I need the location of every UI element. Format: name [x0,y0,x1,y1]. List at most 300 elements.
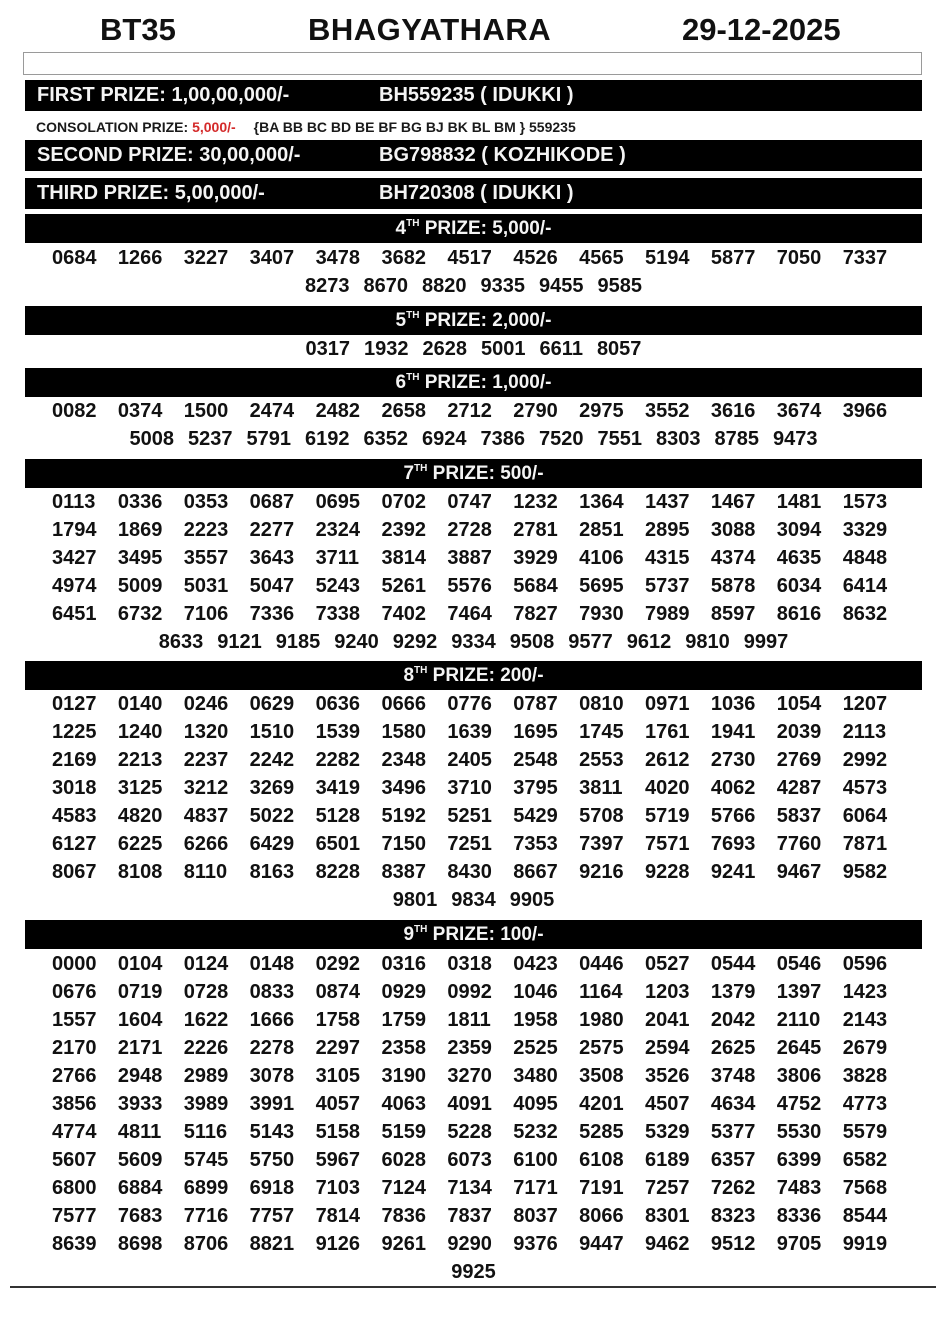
winning-number: 7106 [183,603,229,625]
winning-number: 6266 [183,833,229,855]
number-row [25,1090,922,1118]
winning-number: 4095 [513,1093,558,1115]
winning-number: 5008 [129,428,174,450]
number-row [25,774,922,802]
winning-number: 0423 [513,953,558,975]
winning-number: 0446 [579,953,624,975]
number-row [25,600,922,628]
winning-number: 5009 [117,575,163,597]
winning-number: 3480 [513,1065,558,1087]
fourth-prize-bar [25,214,922,243]
winning-number: 4287 [776,777,822,799]
winning-number: 5329 [645,1121,690,1143]
second-prize-label: SECOND PRIZE: 30,00,000/- [37,144,301,166]
lottery-name: BHAGYATHARA [308,12,552,47]
winning-number: 8303 [656,428,701,450]
winning-number: 0776 [447,693,492,715]
number-row [25,488,922,516]
winning-number: 1604 [117,1009,163,1031]
winning-number: 0353 [183,491,229,513]
eighth-prize-numbers [25,690,922,914]
winning-number: 2781 [513,519,558,541]
number-row [25,272,922,300]
fifth-prize-ordinal: 5 [395,310,407,331]
winning-number: 3806 [776,1065,822,1087]
winning-number: 8323 [710,1205,756,1227]
winning-number: 9585 [597,275,642,297]
winning-number: 1941 [710,721,756,743]
sixth-prize-ordinal: 6 [395,372,407,393]
winning-number: 3989 [183,1093,229,1115]
winning-number: 0971 [645,693,690,715]
winning-number: 6028 [381,1149,426,1171]
winning-number: 2143 [842,1009,888,1031]
winning-number: 4811 [117,1121,162,1143]
winning-number: 8667 [513,861,558,883]
ninth-prize-label: PRIZE: 100/- [427,924,544,945]
winning-number: 0546 [776,953,822,975]
winning-number: 2728 [447,519,492,541]
winning-number: 3887 [447,547,492,569]
winning-number: 4517 [447,247,492,269]
second-prize-bar [25,140,922,171]
winning-number: 6225 [117,833,163,855]
winning-number: 3270 [447,1065,492,1087]
winning-number: 3269 [249,777,295,799]
winning-number: 0810 [579,693,624,715]
winning-number: 7150 [381,833,426,855]
winning-number: 4315 [645,547,690,569]
number-row [25,1034,922,1062]
winning-number: 0629 [249,693,295,715]
winning-number: 1437 [645,491,690,513]
winning-number: 4752 [776,1093,822,1115]
winning-number: 3674 [776,400,822,422]
winning-number: 8785 [714,428,759,450]
draw-date: 29-12-2025 [682,12,841,47]
sixth-prize-numbers [25,397,922,453]
winning-number: 6189 [645,1149,690,1171]
first-prize-label: FIRST PRIZE: 1,00,00,000/- [37,84,290,106]
winning-number: 9612 [626,631,672,653]
winning-number: 8639 [52,1233,97,1255]
winning-number: 0246 [183,693,229,715]
winning-number: 3496 [381,777,426,799]
sixth-prize-suffix: TH [406,372,420,383]
winning-number: 2277 [249,519,295,541]
winning-number: 2242 [249,749,295,771]
winning-number: 3508 [579,1065,624,1087]
winning-number: 5285 [579,1121,624,1143]
winning-number: 3616 [710,400,756,422]
result-header [0,10,946,50]
winning-number: 2474 [249,400,295,422]
winning-number: 5750 [249,1149,295,1171]
winning-number: 1232 [513,491,558,513]
winning-number: 7693 [710,833,756,855]
winning-number: 9834 [451,889,496,911]
ninth-prize-suffix: TH [414,924,428,935]
winning-number: 7050 [776,247,822,269]
winning-number: 3495 [117,547,163,569]
winning-number: 3811 [579,777,623,799]
winning-number: 5576 [447,575,492,597]
winning-number: 1423 [842,981,888,1003]
winning-number: 8706 [183,1233,229,1255]
winning-number: 0596 [842,953,888,975]
number-row [25,544,922,572]
winning-number: 2575 [579,1037,624,1059]
winning-number: 1794 [52,519,97,541]
winning-number: 0082 [52,400,97,422]
winning-number: 6924 [422,428,467,450]
winning-number: 3526 [645,1065,690,1087]
winning-number: 2548 [513,749,558,771]
winning-number: 8670 [363,275,408,297]
third-prize-label: THIRD PRIZE: 5,00,000/- [37,182,265,204]
winning-number: 7837 [447,1205,492,1227]
winning-number: 9905 [509,889,555,911]
winning-number: 2769 [776,749,822,771]
winning-number: 8616 [776,603,822,625]
winning-number: 9455 [539,275,584,297]
number-row [25,950,922,978]
winning-number: 1500 [183,400,229,422]
seventh-prize-suffix: TH [414,463,428,474]
winning-number: 0992 [447,981,492,1003]
winning-number: 2679 [842,1037,888,1059]
third-prize-ticket: BH720308 ( IDUKKI ) [379,182,574,204]
fifth-prize-suffix: TH [406,310,420,321]
winning-number: 9577 [568,631,613,653]
winning-number: 6429 [249,833,295,855]
fifth-prize-bar [25,306,922,335]
winning-number: 2948 [117,1065,163,1087]
winning-number: 9705 [776,1233,822,1255]
winning-number: 9185 [275,631,321,653]
winning-number: 2851 [579,519,624,541]
winning-number: 0544 [710,953,756,975]
winning-number: 0318 [447,953,492,975]
seventh-prize-numbers [25,488,922,656]
winning-number: 5579 [842,1121,888,1143]
winning-number: 4057 [315,1093,361,1115]
winning-number: 0124 [183,953,229,975]
winning-number: 8228 [315,861,361,883]
consolation-prize-amount: 5,000/- [192,119,236,135]
winning-number: 2625 [710,1037,756,1059]
winning-number: 8544 [842,1205,888,1227]
winning-number: 3929 [513,547,558,569]
winning-number: 5143 [249,1121,295,1143]
number-row [25,1230,922,1258]
winning-number: 7520 [539,428,584,450]
winning-number: 6884 [117,1177,163,1199]
number-row [25,1202,922,1230]
winning-number: 9801 [392,889,438,911]
winning-number: 3094 [776,519,822,541]
winning-number: 2170 [52,1037,97,1059]
winning-number: 0833 [249,981,295,1003]
winning-number: 9241 [710,861,756,883]
winning-number: 5047 [249,575,295,597]
second-prize-ticket: BG798832 ( KOZHIKODE ) [379,144,626,166]
number-row [25,1258,922,1286]
winning-number: 5607 [52,1149,97,1171]
winning-number: 5695 [579,575,624,597]
blank-banner-box [23,52,922,75]
winning-number: 2348 [381,749,426,771]
winning-number: 6100 [513,1149,558,1171]
winning-number: 5158 [315,1121,361,1143]
winning-number: 9290 [447,1233,492,1255]
winning-number: 7827 [513,603,558,625]
winning-number: 4062 [710,777,756,799]
winning-number: 1539 [315,721,361,743]
winning-number: 2989 [183,1065,229,1087]
winning-number: 4573 [842,777,888,799]
number-row [25,425,922,453]
winning-number: 4634 [710,1093,756,1115]
winning-number: 0148 [249,953,295,975]
winning-number: 5737 [645,575,690,597]
number-row [25,830,922,858]
winning-number: 2790 [513,400,558,422]
winning-number: 4565 [579,247,624,269]
winning-number: 0000 [52,953,97,975]
winning-number: 7571 [645,833,690,855]
winning-number: 2612 [645,749,690,771]
winning-number: 3966 [842,400,888,422]
winning-number: 7386 [480,428,525,450]
winning-number: 2975 [579,400,624,422]
winning-number: 7683 [117,1205,163,1227]
winning-number: 2645 [776,1037,822,1059]
winning-number: 4201 [579,1093,624,1115]
winning-number: 1207 [842,693,888,715]
winning-number: 6582 [842,1149,888,1171]
winning-number: 6918 [249,1177,295,1199]
winning-number: 2226 [183,1037,229,1059]
winning-number: 0113 [52,491,96,513]
winning-number: 8387 [381,861,426,883]
winning-number: 1759 [381,1009,426,1031]
winning-number: 2392 [381,519,426,541]
winning-number: 2730 [710,749,756,771]
winning-number: 1240 [117,721,163,743]
winning-number: 2041 [645,1009,690,1031]
winning-number: 2895 [645,519,690,541]
seventh-prize-bar [25,459,922,488]
winning-number: 5192 [381,805,426,827]
winning-number: 4374 [710,547,756,569]
number-row [25,746,922,774]
winning-number: 2113 [842,721,887,743]
winning-number: 7402 [381,603,426,625]
bottom-divider [10,1286,936,1288]
sixth-prize-bar [25,368,922,397]
winning-number: 2628 [422,338,468,360]
winning-number: 5684 [513,575,558,597]
winning-number: 5243 [315,575,361,597]
winning-number: 6399 [776,1149,822,1171]
winning-number: 9467 [776,861,822,883]
winning-number: 1164 [579,981,623,1003]
fourth-prize-numbers [25,244,922,300]
winning-number: 1266 [117,247,163,269]
eighth-prize-suffix: TH [414,665,428,676]
winning-number: 1639 [447,721,492,743]
seventh-prize-label: PRIZE: 500/- [427,463,544,484]
winning-number: 3227 [183,247,229,269]
winning-number: 9582 [842,861,888,883]
winning-number: 2169 [52,749,97,771]
winning-number: 8633 [158,631,204,653]
winning-number: 1467 [710,491,756,513]
winning-number: 7568 [842,1177,888,1199]
winning-number: 7353 [513,833,558,855]
sixth-prize-label: PRIZE: 1,000/- [419,372,552,393]
winning-number: 3088 [710,519,756,541]
winning-number: 3643 [249,547,295,569]
winning-number: 0292 [315,953,361,975]
winning-number: 1666 [249,1009,295,1031]
winning-number: 0127 [52,693,97,715]
fifth-prize-label: PRIZE: 2,000/- [419,310,552,331]
winning-number: 4063 [381,1093,426,1115]
fourth-prize-label: PRIZE: 5,000/- [419,218,552,239]
winning-number: 5261 [381,575,426,597]
winning-number: 8632 [842,603,888,625]
winning-number: 0702 [381,491,426,513]
winning-number: 0666 [381,693,426,715]
winning-number: 6732 [117,603,163,625]
number-row [25,1006,922,1034]
winning-number: 3991 [249,1093,295,1115]
winning-number: 8336 [776,1205,822,1227]
winning-number: 1811 [447,1009,491,1031]
winning-number: 2359 [447,1037,492,1059]
winning-number: 2594 [645,1037,690,1059]
winning-number: 3212 [183,777,229,799]
winning-number: 0636 [315,693,361,715]
winning-number: 9919 [842,1233,888,1255]
winning-number: 1036 [710,693,756,715]
consolation-prize-series: {BA BB BC BD BE BF BG BJ BK BL BM } 559235 [253,119,576,135]
winning-number: 1225 [52,721,97,743]
winning-number: 4507 [645,1093,690,1115]
winning-number: 2282 [315,749,361,771]
winning-number: 1695 [513,721,558,743]
winning-number: 5159 [381,1121,426,1143]
winning-number: 5228 [447,1121,492,1143]
winning-number: 6611 [539,338,583,360]
winning-number: 7262 [710,1177,756,1199]
winning-number: 6352 [363,428,408,450]
winning-number: 3856 [52,1093,97,1115]
winning-number: 0527 [645,953,690,975]
winning-number: 1481 [776,491,822,513]
winning-number: 4020 [645,777,690,799]
winning-number: 8067 [52,861,97,883]
winning-number: 9447 [579,1233,624,1255]
winning-number: 4635 [776,547,822,569]
winning-number: 9462 [645,1233,690,1255]
winning-number: 4974 [52,575,97,597]
winning-number: 7103 [315,1177,361,1199]
winning-number: 6108 [579,1149,624,1171]
winning-number: 0140 [117,693,163,715]
winning-number: 2213 [117,749,163,771]
winning-number: 1573 [842,491,888,513]
winning-number: 5719 [645,805,690,827]
number-row [25,572,922,600]
winning-number: 2171 [117,1037,163,1059]
winning-number: 0336 [117,491,163,513]
winning-number: 8066 [579,1205,624,1227]
winning-number: 2553 [579,749,624,771]
winning-number: 5878 [710,575,756,597]
winning-number: 5877 [710,247,756,269]
winning-number: 3557 [183,547,229,569]
winning-number: 9228 [645,861,690,883]
winning-number: 9121 [217,631,262,653]
winning-number: 6034 [776,575,822,597]
winning-number: 5377 [710,1121,756,1143]
winning-number: 0687 [249,491,295,513]
winning-number: 4837 [183,805,229,827]
winning-number: 9376 [513,1233,558,1255]
winning-number: 7257 [645,1177,690,1199]
winning-number: 3814 [381,547,426,569]
ninth-prize-numbers [25,950,922,1286]
eighth-prize-label: PRIZE: 200/- [427,665,544,686]
winning-number: 5429 [513,805,558,827]
winning-number: 8597 [710,603,756,625]
winning-number: 3795 [513,777,558,799]
winning-number: 3478 [315,247,361,269]
winning-number: 5022 [249,805,295,827]
consolation-prize-label: CONSOLATION PRIZE: [36,119,193,135]
winning-number: 0728 [183,981,229,1003]
winning-number: 2237 [183,749,229,771]
winning-number: 3078 [249,1065,295,1087]
winning-number: 3682 [381,247,426,269]
winning-number: 7716 [183,1205,229,1227]
winning-number: 0929 [381,981,426,1003]
winning-number: 3125 [117,777,163,799]
winning-number: 2482 [315,400,361,422]
winning-number: 3419 [315,777,361,799]
winning-number: 8821 [249,1233,295,1255]
winning-number: 8163 [249,861,295,883]
number-row [25,886,922,914]
winning-number: 5708 [579,805,624,827]
first-prize-bar [25,80,922,111]
winning-number: 4848 [842,547,888,569]
winning-number: 6073 [447,1149,492,1171]
number-row [25,978,922,1006]
winning-number: 7930 [579,603,624,625]
winning-number: 4526 [513,247,558,269]
winning-number: 8108 [117,861,163,883]
number-row [25,628,922,656]
winning-number: 7551 [597,428,642,450]
winning-number: 9997 [743,631,789,653]
winning-number: 6414 [842,575,888,597]
number-row [25,858,922,886]
third-prize-bar [25,178,922,209]
